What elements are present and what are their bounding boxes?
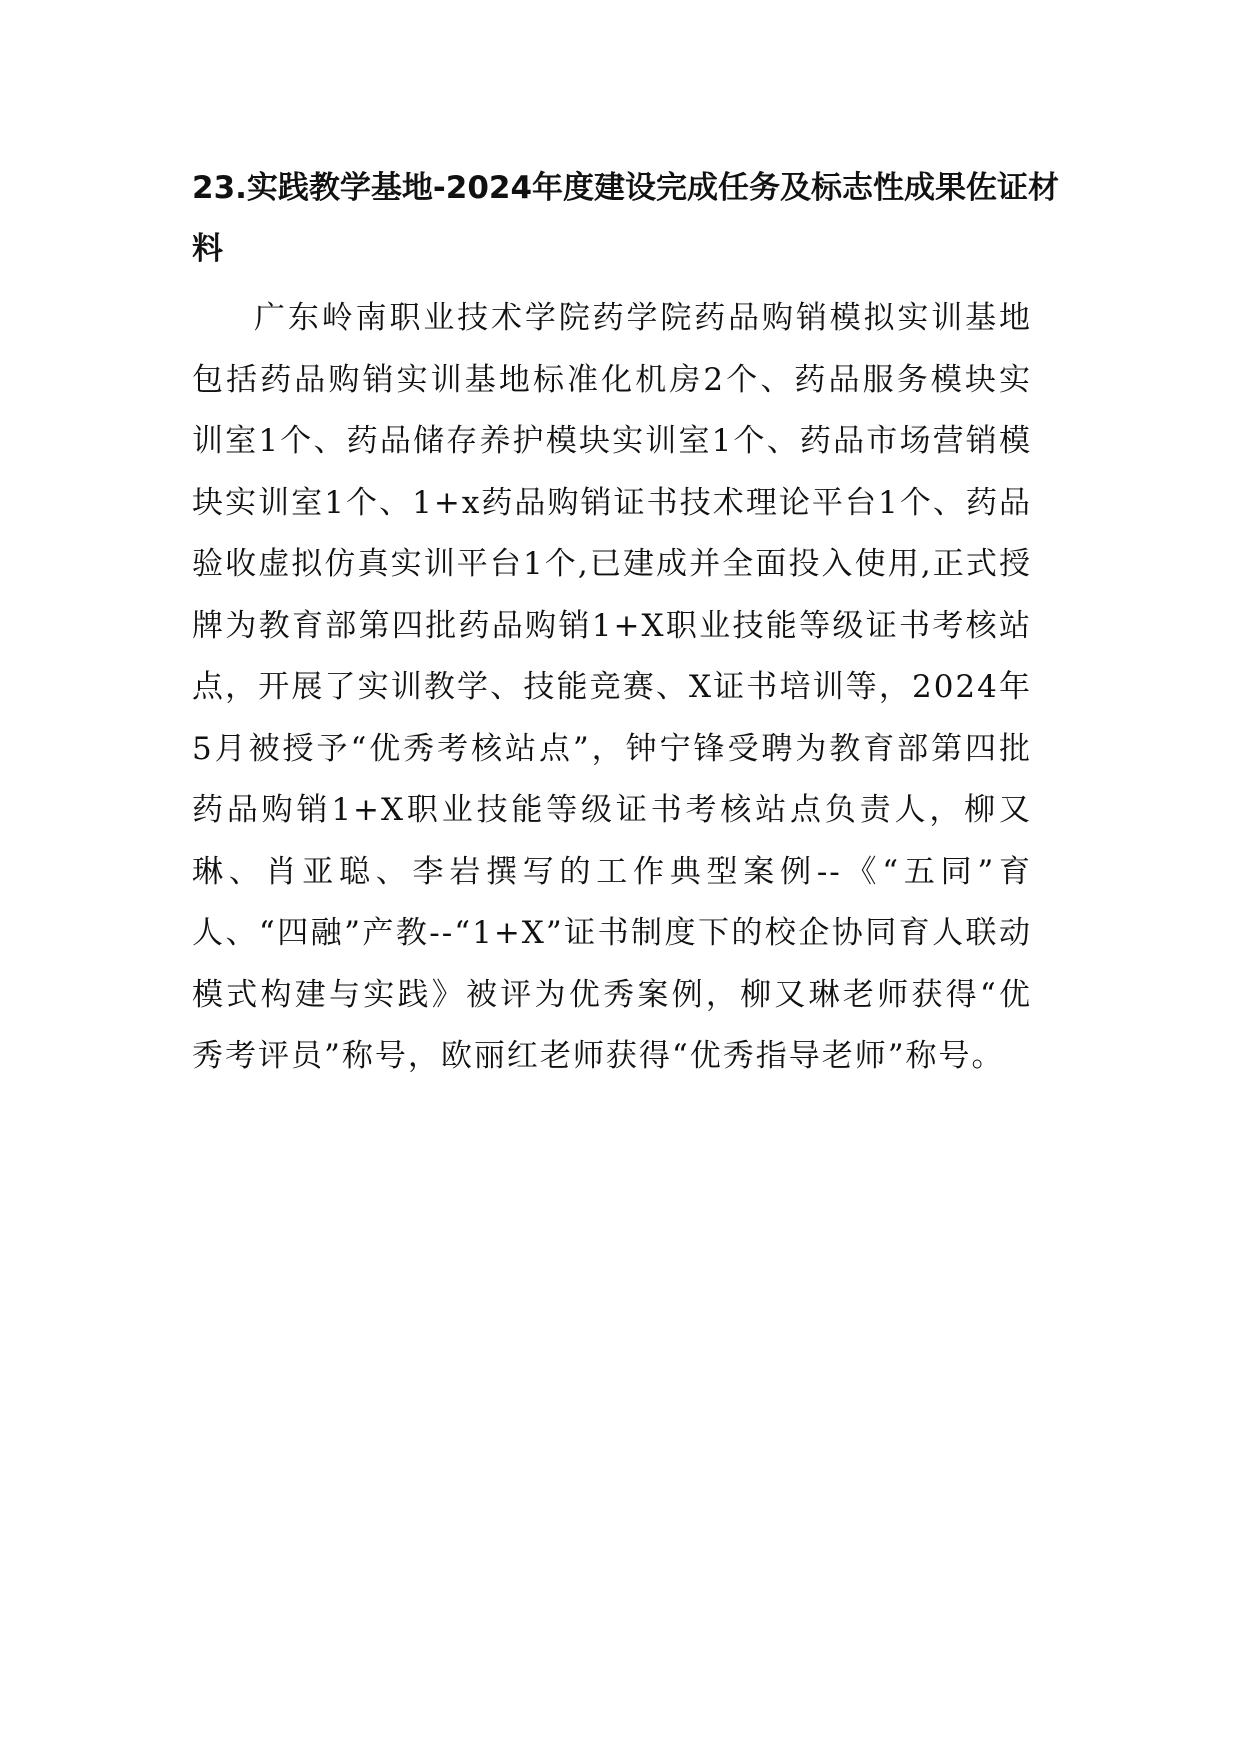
document-paragraph: 广东岭南职业技术学院药学院药品购销模拟实训基地包括药品购销实训基地标准化机房2个、药品服务模块实训室1个、药品储存养护模块实训室1个、药品市场营销模块实训室1个、1+x药品购销证书技术理论平台1个、药品验收虚拟仿真实训平台1个,已建成并全面投入使用,正式授牌为教育部第四批药品购销1+X职业技能等级证书考核站点，开展了实训教学、技能竞赛、X证书培训等，2024年5月被授予“优秀考核站点”，钟宁锋受聘为教育部第四批药品购销1+X职业技能等级证书考核站点负责人，柳又琳、肖亚聪、李岩撰写的工作典型案例--《“五同”育人、“四融”产教--“1+X”证书制度下的校企协同育人联动模式构建与实践》被评为优秀案例，柳又琳老师获得“优秀考评员”称号，欧丽红老师获得“优秀指导老师”称号。 <box>192 300 1032 1074</box>
document-title: 23.实践教学基地-2024年度建设完成任务及标志性成果佐证材料 <box>192 170 1060 267</box>
